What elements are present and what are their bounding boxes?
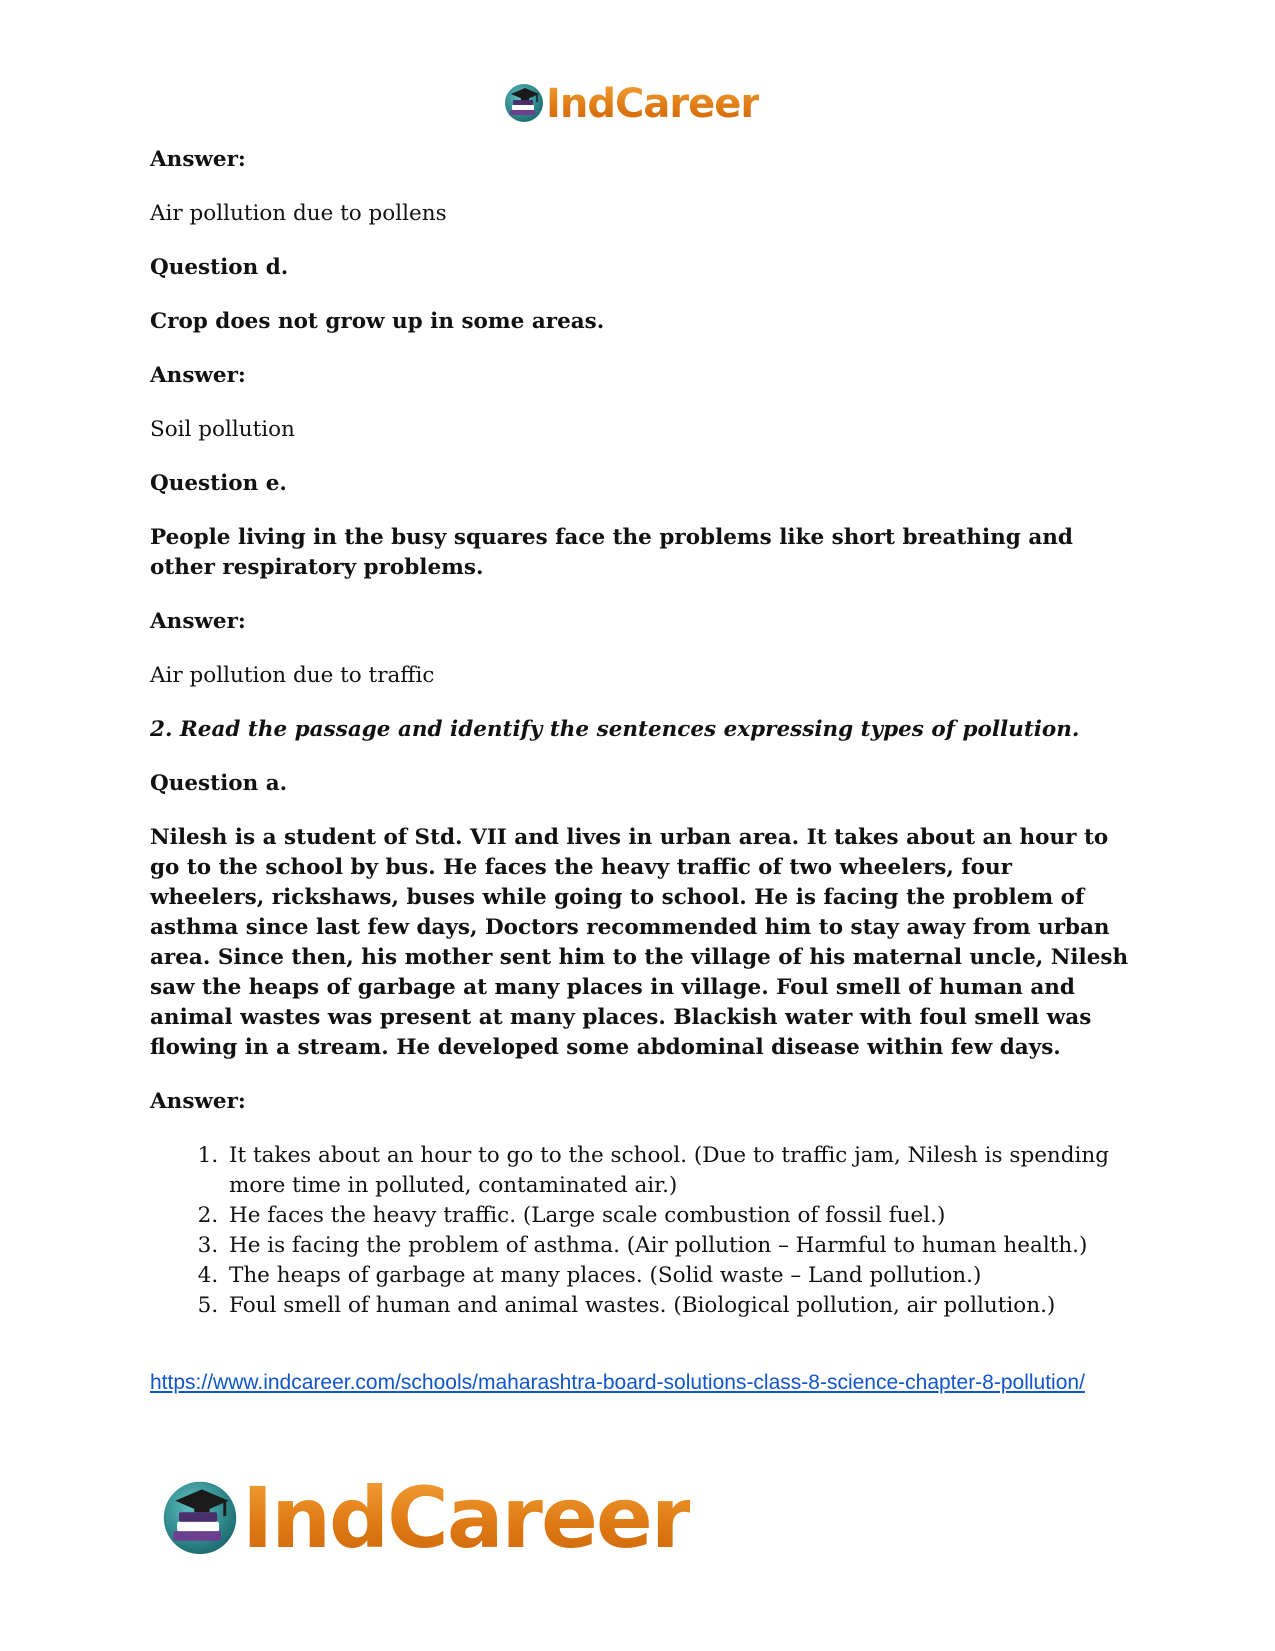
question-label: Question a. bbox=[150, 771, 288, 796]
graduation-cap-books-icon bbox=[503, 81, 545, 127]
header-logo bbox=[503, 80, 759, 128]
answer-list bbox=[150, 1141, 1130, 1321]
answer-text: Soil pollution bbox=[150, 417, 295, 442]
logo-wordmark: IndCareer bbox=[242, 1469, 691, 1567]
list-item: 1. It takes about an hour to go to the school. (Due to traffic jam, Nilesh is spending more time in polluted, contaminated air.) bbox=[225, 1141, 1130, 1201]
answer-label: Answer: bbox=[150, 609, 246, 634]
passage-text: Nilesh is a student of Std. VII and lives in urban area. It takes about an hour to go to the school by bus. He faces the heavy traffic of two wheelers, four wheelers, rickshaws, buses while going to school. He is facing the problem of asthma since last few days, Doctors recommended him to stay away from urban area. Since then, his mother sent him to the village of his maternal uncle, Nilesh saw the heaps of garbage at many places in village. Foul smell of human and animal wastes was present at many places. Blackish water with foul smell was flowing in a stream. He developed some abdominal disease within few days. bbox=[150, 825, 1129, 1060]
footer-logo bbox=[160, 1468, 690, 1568]
question-label: Question e. bbox=[150, 471, 287, 496]
source-link[interactable]: https://www.indcareer.com/schools/maharashtra-board-solutions-class-8-science-chapter-8-pollution/ bbox=[150, 1371, 1085, 1394]
answer-text: Air pollution due to pollens bbox=[150, 201, 447, 226]
section-heading: 2. Read the passage and identify the sentences expressing types of pollution. bbox=[150, 717, 1080, 742]
main-content bbox=[150, 145, 1130, 1401]
list-item: 5. Foul smell of human and animal wastes. (Biological pollution, air pollution.) bbox=[225, 1291, 1130, 1321]
answer-text: Air pollution due to traffic bbox=[150, 663, 435, 688]
question-text: People living in the busy squares face the problems like short breathing and other respiratory problems. bbox=[150, 525, 1073, 580]
question-label: Question d. bbox=[150, 255, 289, 280]
question-text: Crop does not grow up in some areas. bbox=[150, 309, 605, 334]
list-item: 3. He is facing the problem of asthma. (Air pollution – Harmful to human health.) bbox=[225, 1231, 1130, 1261]
list-item: 4. The heaps of garbage at many places. (Solid waste – Land pollution.) bbox=[225, 1261, 1130, 1291]
list-item: 2. He faces the heavy traffic. (Large scale combustion of fossil fuel.) bbox=[225, 1201, 1130, 1231]
graduation-cap-books-icon bbox=[160, 1476, 240, 1560]
answer-label: Answer: bbox=[150, 363, 246, 388]
answer-label: Answer: bbox=[150, 147, 246, 172]
answer-label: Answer: bbox=[150, 1089, 246, 1114]
logo-wordmark: IndCareer bbox=[546, 81, 760, 127]
